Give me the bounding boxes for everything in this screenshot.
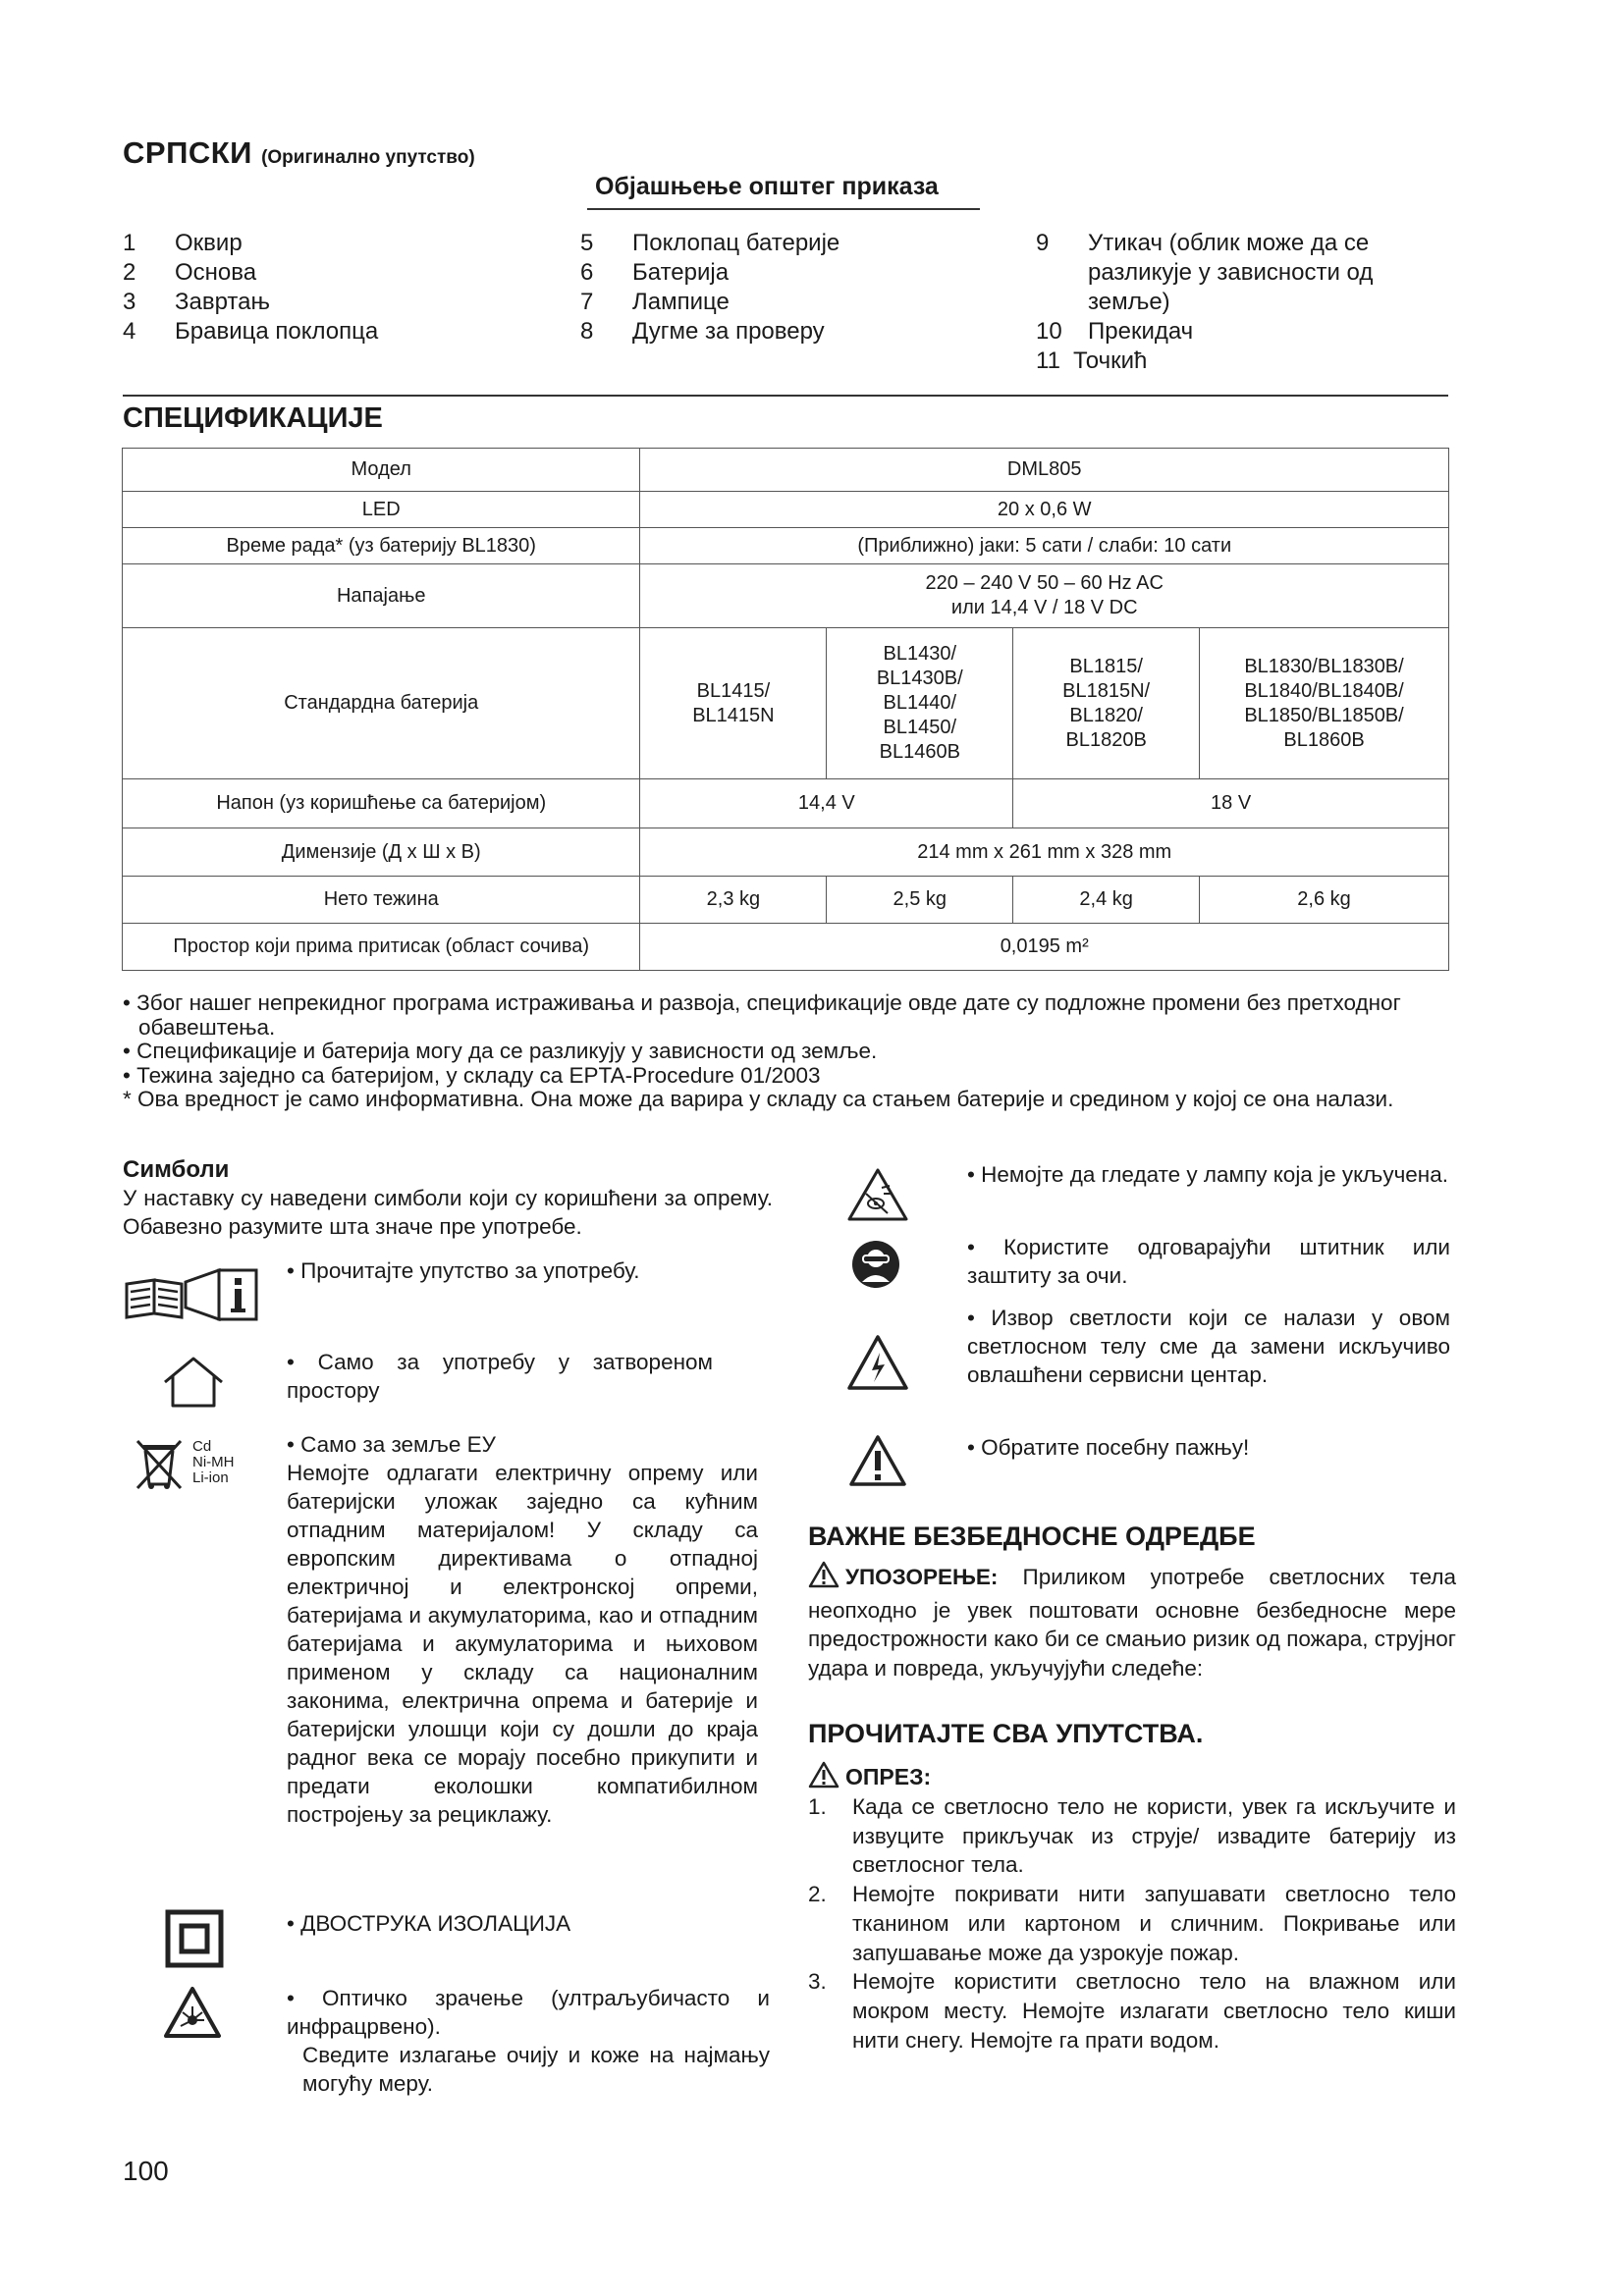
warning-icon (808, 1561, 839, 1596)
no-look-lamp-text: • Немојте да гледате у лампу која је укључена. (967, 1162, 1449, 1187)
double-insulation-text: • ДВОСТРУКА ИЗОЛАЦИЈА (287, 1911, 571, 1936)
spec-label: Стандардна батерија (123, 628, 640, 779)
spec-value: DML805 (640, 449, 1449, 492)
table-row (123, 877, 1449, 924)
warning-paragraph (808, 1561, 1456, 1682)
spec-label: LED (123, 492, 640, 528)
spec-value: 2,4 kg (1013, 877, 1200, 924)
read-all-heading: ПРОЧИТАЈТЕ СВА УПУТСТВА. (808, 1719, 1204, 1748)
note-item: • Због нашег непрекидног програма истраживања и развоја, спецификације овде дате су подложне промени без претходног обавештења. (123, 990, 1401, 1040)
page-subtitle: (Оригинално упутство) (261, 147, 475, 168)
spec-notes (123, 991, 1478, 1112)
part-item: 6 Батерија (580, 259, 730, 286)
spec-value: 20 x 0,6 W (640, 492, 1449, 528)
part-item: 10 Прекидач (1036, 318, 1194, 345)
parts-list-1 (123, 229, 378, 347)
part-item: 1 Оквир (123, 230, 243, 256)
attention-text: • Обратите посебну пажњу! (967, 1435, 1250, 1460)
no-look-lamp-icon (846, 1166, 909, 1228)
read-manual-text: • Прочитајте упутство за употребу. (287, 1258, 640, 1283)
symbols-heading: Симболи (123, 1156, 230, 1183)
battery-cell: BL1430/ BL1430B/ BL1440/ BL1450/ BL1460B (827, 628, 1013, 779)
spec-value: (Приближно) јаки: 5 сати / слаби: 10 сати (640, 528, 1449, 564)
section-divider (123, 395, 1448, 397)
part-item: 4 Бравица поклопца (123, 318, 379, 345)
part-item: 5 Поклопац батерије (580, 230, 840, 256)
house-icon (159, 1355, 228, 1415)
spec-label: Напајање (123, 564, 640, 628)
battery-cell: BL1815/ BL1815N/ BL1820/ BL1820B (1013, 628, 1200, 779)
spec-value: 2,3 kg (640, 877, 827, 924)
table-row (123, 779, 1449, 828)
spec-label: Простор који прима притисак (област сочива) (123, 924, 640, 971)
overview-heading: Објашњење општег приказа (595, 173, 939, 200)
list-item: 2. Немојте покривати нити запушавати светлосно тело тканином или картоном и сличним. Покривање или запушавање може да узрокује пожар. (808, 1882, 1456, 1965)
warning-text: Приликом употребе светлосних тела неопходно је увек поштовати основне безбедносне мере предострожности како би се смањио ризик од пожара, струјног удара и повреда, укључујући следеће: (808, 1565, 1456, 1681)
part-item: 7 Лампице (580, 289, 730, 315)
light-source-text: • Извор светлости који се налази у овом светлосном телу сме да замени искључиво овлашћени сервисни центар. (967, 1306, 1450, 1387)
spec-value: 0,0195 m² (640, 924, 1449, 971)
part-item: 3 Завртањ (123, 289, 270, 315)
optical-radiation-text: • Оптичко зрачење (ултраљубичасто и инфрацрвено). Сведите излагање очију и коже на најмању могућу меру. (287, 1986, 770, 2096)
spec-value: 2,5 kg (827, 877, 1013, 924)
table-row (123, 828, 1449, 877)
page-title: СРПСКИ (Оригинално упутство) (123, 135, 475, 170)
spec-value: 220 – 240 V 50 – 60 Hz AC или 14,4 V / 18 V DC (640, 564, 1449, 628)
spec-value: 2,6 kg (1200, 877, 1449, 924)
table-row (123, 924, 1449, 971)
overview-underline (587, 208, 980, 210)
note-item: • Тежина заједно са батеријом, у складу са EPTA-Procedure 01/2003 (123, 1062, 821, 1088)
note-item: * Ова вредност је само информативна. Она може да варира у складу са стањем батерије и средином у којој се она налази. (123, 1087, 1394, 1111)
part-item: земље) (1088, 289, 1170, 315)
indoor-use-text: • Само за употребу у затвореном простору (287, 1350, 713, 1403)
specifications-table (122, 448, 1449, 971)
spec-label: Време рада* (уз батерију BL1830) (123, 528, 640, 564)
laser-radiation-icon (163, 1985, 222, 2045)
spec-label: Напон (уз коришћење са батеријом) (123, 779, 640, 828)
safety-heading: ВАЖНЕ БЕЗБЕДНОСНЕ ОДРЕДБЕ (808, 1522, 1256, 1551)
symbols-intro: У наставку су наведени симболи који су коришћени за опрему. Обавезно разумите шта значе пре употребе. (123, 1186, 773, 1239)
spec-value: 14,4 V (640, 779, 1013, 828)
part-item: 2 Основа (123, 259, 257, 286)
caution-icon (808, 1761, 839, 1794)
crossed-bin-icon (134, 1435, 189, 1495)
battery-cell: BL1415/ BL1415N (640, 628, 827, 779)
parts-list-2 (580, 229, 839, 347)
eye-protection-text: • Користите одговарајући штитник или заштиту за очи. (967, 1235, 1450, 1288)
battery-chem-labels: Cd Ni-MH Li-ion (192, 1438, 235, 1486)
list-item: 1. Када се светлосно тело не користи, увек га искључите и извуците прикључак из струје/ извадите батерију из светлосног тела. (808, 1794, 1456, 1878)
spec-value: 18 V (1013, 779, 1449, 828)
spec-label: Нето тежина (123, 877, 640, 924)
spec-value: 214 mm x 261 mm x 328 mm (640, 828, 1449, 877)
eu-disposal-text: • Само за земље ЕУ Немојте одлагати електричну опрему или батеријски уложак заједно са кућним отпадним материјалом! У складу са европским директивама о отпадној електричној и електронској опреми, батеријама и акумулаторима, као и отпадним батеријама и акумулаторима и њиховом применом у складу са националним законима, електрична опрема и батерије и батеријски улошци који су дошли до краја радног века се морају посебно прикупити и предати еколошки компатибилном постројењу за рециклажу. (287, 1432, 758, 1827)
table-row (123, 628, 1449, 779)
caution-list (808, 1792, 1456, 2055)
spec-label: Димензије (Д x Ш x В) (123, 828, 640, 877)
specifications-heading: СПЕЦИФИКАЦИЈЕ (123, 402, 383, 434)
caution-label: ОПРЕЗ: (808, 1761, 931, 1794)
table-row (123, 564, 1449, 628)
warning-icon (848, 1433, 907, 1493)
electric-hazard-icon (846, 1333, 909, 1397)
parts-list-3 (1036, 229, 1373, 376)
double-insulation-icon (165, 1909, 224, 1973)
table-row (123, 449, 1449, 492)
list-item: 3. Немојте користити светлосно тело на влажном или мокром месту. Немојте излагати светлосно тело киши нити снегу. Немојте га прати водом. (808, 1969, 1456, 2053)
part-item: 11 Точкић (1036, 347, 1148, 374)
part-item: 9 Утикач (облик може да се (1036, 230, 1370, 256)
table-row (123, 528, 1449, 564)
part-item: разликује у зависности од (1088, 259, 1374, 286)
note-item: • Спецификације и батерија могу да се разликују у зависности од земље. (123, 1039, 878, 1063)
part-item: 8 Дугме за проверу (580, 318, 825, 345)
read-manual-icon (125, 1268, 262, 1326)
page-number: 100 (123, 2156, 169, 2186)
table-row (123, 492, 1449, 528)
spec-label: Модел (123, 449, 640, 492)
battery-cell: BL1830/BL1830B/ BL1840/BL1840B/ BL1850/BL1850B/ BL1860B (1200, 628, 1449, 779)
eye-protection-icon (850, 1239, 901, 1295)
warning-label: УПОЗОРЕЊЕ: (845, 1565, 999, 1589)
